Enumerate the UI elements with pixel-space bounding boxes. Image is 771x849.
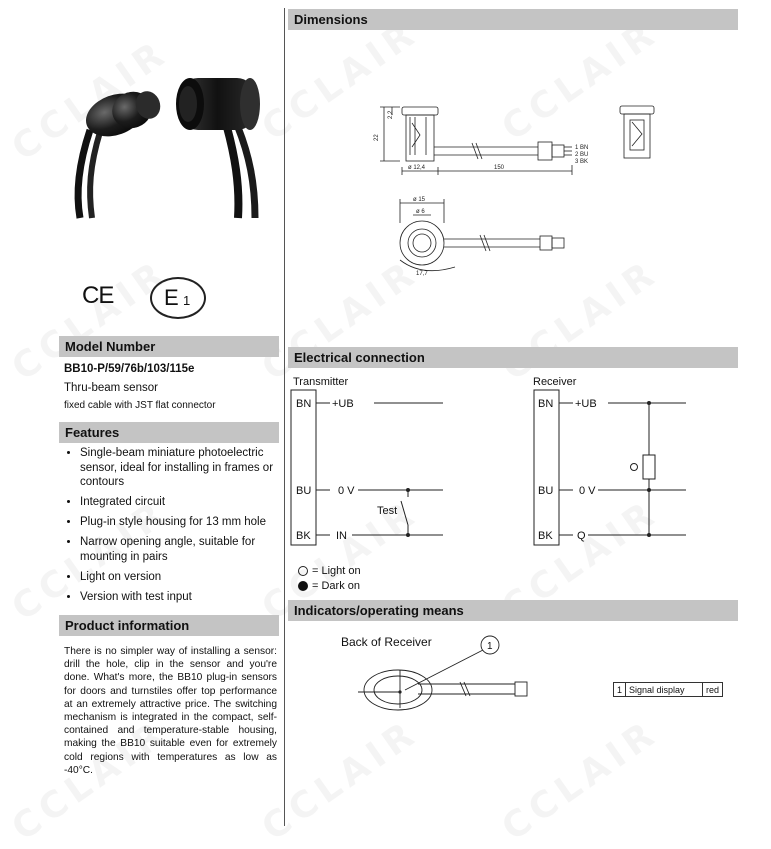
model-type: Thru-beam sensor xyxy=(64,382,158,394)
ce-mark: CE xyxy=(82,282,114,309)
indicator-drawing xyxy=(340,630,540,730)
indicators-header: Indicators/operating means xyxy=(288,600,738,621)
front-view-drawing xyxy=(612,100,662,170)
wire-bk: 3 BK xyxy=(575,159,589,165)
transmitter-label: Transmitter xyxy=(293,376,349,388)
transmitter-ub: +UB xyxy=(332,398,354,410)
receiver-ub: +UB xyxy=(575,398,597,410)
receiver-pin-bn: BN xyxy=(538,398,554,410)
wire-bn: 1 BN xyxy=(575,145,589,151)
watermark xyxy=(255,712,427,849)
feature-item: • Version with test input xyxy=(80,590,294,605)
column-divider xyxy=(284,8,285,826)
signal-row-label: Signal display xyxy=(626,683,703,697)
indicator-callout-number: 1 xyxy=(487,641,493,652)
receiver-pin-bu: BU xyxy=(538,485,554,497)
model-number: BB10-P/59/76b/103/115e xyxy=(64,363,195,375)
dim-height: 22 xyxy=(374,134,380,141)
dim-diameter-flange: ø 15 xyxy=(413,197,426,203)
features-list xyxy=(64,446,294,610)
features-header: Features xyxy=(59,422,279,443)
light-on-legend: = Light on xyxy=(312,565,361,577)
dark-on-legend-icon xyxy=(298,581,308,591)
transmitter-pin-bk: BK xyxy=(296,530,311,542)
dim-cable-length: 150 xyxy=(494,165,505,171)
dim-diameter-lens: ø 6 xyxy=(416,209,425,215)
wire-bu: 2 BU xyxy=(575,152,589,158)
table-row xyxy=(614,683,723,697)
transmitter-in: IN xyxy=(336,530,347,542)
feature-item: • Single-beam miniature photoelectric sensor, ideal for installing in frames or contours xyxy=(80,446,294,490)
product-information-header: Product information xyxy=(59,615,279,636)
receiver-pin-bk: BK xyxy=(538,530,553,542)
e1-mark xyxy=(150,277,206,319)
dim-diameter-body: ø 12,4 xyxy=(408,165,426,171)
model-cable: fixed cable with JST flat connector xyxy=(64,400,216,411)
wiring-diagram xyxy=(288,385,738,560)
feature-item: • Narrow opening angle, suitable for mounting in pairs xyxy=(80,535,294,564)
test-label: Test xyxy=(377,505,398,517)
transmitter-pin-bn: BN xyxy=(296,398,312,410)
e1-number: 1 xyxy=(183,293,191,308)
receiver-label: Receiver xyxy=(533,376,577,388)
signal-row-number: 1 xyxy=(614,683,626,697)
dimensions-header: Dimensions xyxy=(288,9,738,30)
dark-on-legend: = Dark on xyxy=(312,580,360,592)
feature-item: • Plug-in style housing for 13 mm hole xyxy=(80,515,294,530)
light-on-marker xyxy=(631,464,638,471)
transmitter-pin-bu: BU xyxy=(296,485,312,497)
sensor-product-photo xyxy=(60,60,280,220)
receiver-q: Q xyxy=(577,530,586,542)
receiver-0v: 0 V xyxy=(579,485,596,497)
transmitter-0v: 0 V xyxy=(338,485,355,497)
signal-display-table xyxy=(613,682,723,697)
product-information-text: There is no simpler way of installing a sensor: drill the hole, clip in the sensor and you're done. What's more, the BB10 plug-in sensors for doors and turnstiles offer top performance at an extremely attractive price. The switching mechanism is integrated in the compact, self-contained and temperature-stable housing, making the BB10 suitable even for extremely cold regions with temperatures as low as -40°C. xyxy=(64,646,277,776)
back-of-receiver-label: Back of Receiver xyxy=(341,635,432,649)
feature-item: • Integrated circuit xyxy=(80,495,294,510)
dim-flange: 2,2 xyxy=(388,110,394,119)
feature-item: • Light on version xyxy=(80,570,294,585)
signal-row-color: red xyxy=(703,683,723,697)
watermark xyxy=(495,712,667,849)
e1-letter: E xyxy=(164,285,179,310)
electrical-connection-header: Electrical connection xyxy=(288,347,738,368)
light-on-legend-icon xyxy=(298,566,308,576)
model-number-header: Model Number xyxy=(59,336,279,357)
dim-radius: 17,7 xyxy=(416,271,428,277)
